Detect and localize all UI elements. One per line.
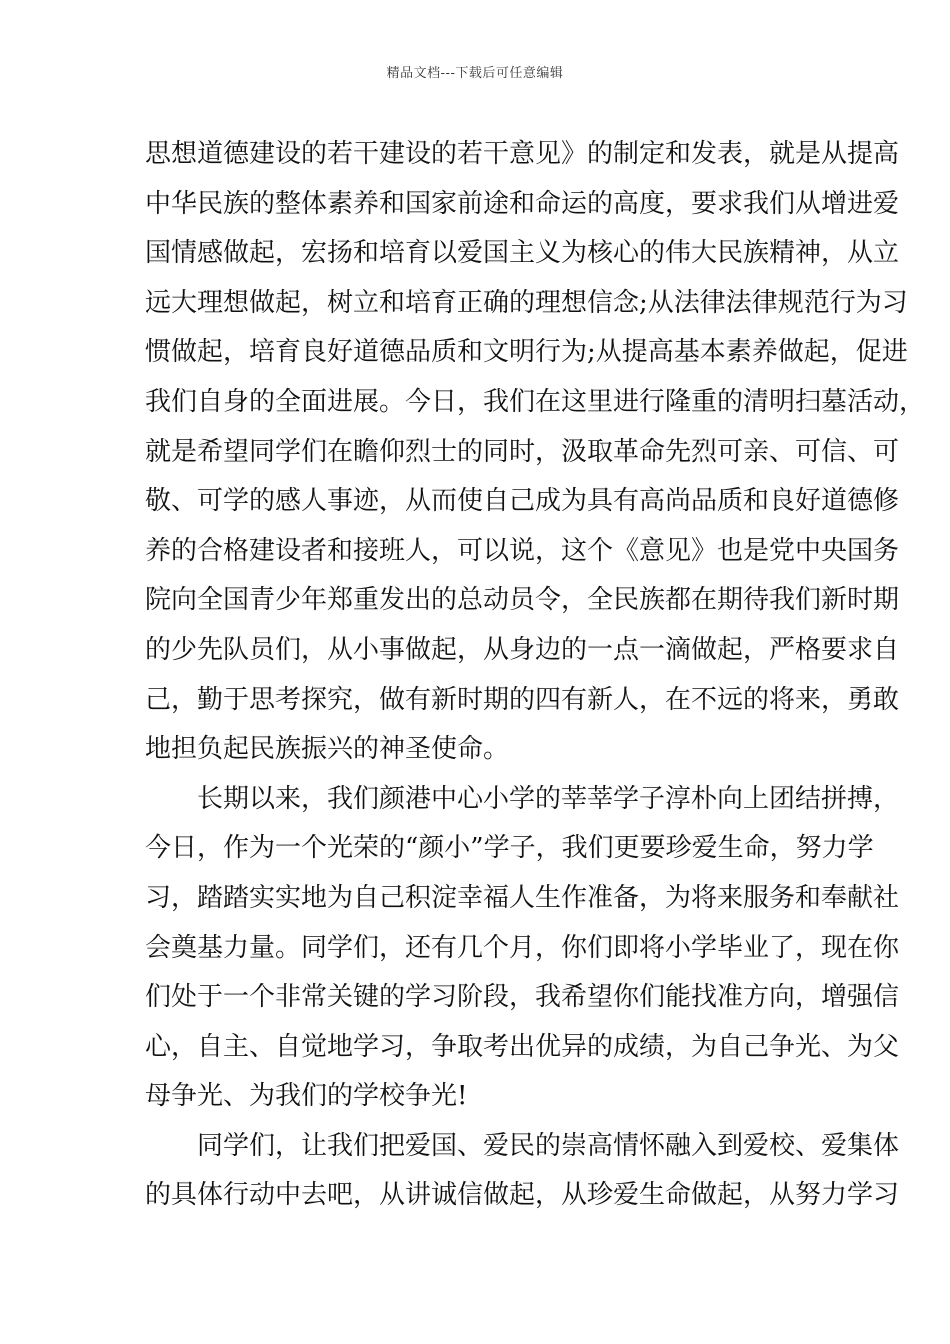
text-line: 心，自主、自觉地学习，争取考出优异的成绩，为自己争光、为父 xyxy=(145,1031,900,1062)
text-line: 长期以来，我们颜港中心小学的莘莘学子淳朴向上团结拼搏， xyxy=(197,783,900,814)
text-line: 地担负起民族振兴的神圣使命。 xyxy=(145,734,510,765)
text-line: 们处于一个非常关键的学习阶段，我希望你们能找准方向，增强信 xyxy=(145,982,900,1013)
text-line: 同学们，让我们把爱国、爱民的崇高情怀融入到爱校、爱集体 xyxy=(197,1130,900,1161)
text-line: 惯做起，培育良好道德品质和文明行为;从提高基本素养做起，促进 xyxy=(145,337,908,368)
text-line: 敬、可学的感人事迹，从而使自己成为具有高尚品质和良好道德修 xyxy=(145,486,900,517)
text-line: 院向全国青少年郑重发出的总动员令，全民族都在期待我们新时期 xyxy=(145,585,900,616)
text-line: 养的合格建设者和接班人，可以说，这个《意见》也是党中央国务 xyxy=(145,535,900,566)
text-line: 国情感做起，宏扬和培育以爱国主义为核心的伟大民族精神，从立 xyxy=(145,238,900,269)
document-body xyxy=(145,130,926,1221)
text-line: 我们自身的全面进展。今日，我们在这里进行隆重的清明扫墓活动， xyxy=(145,386,926,417)
text-line: 母争光、为我们的学校争光! xyxy=(145,1081,468,1112)
text-line: 今日，作为一个光荣的“颜小”学子，我们更要珍爱生命，努力学 xyxy=(145,833,874,864)
text-line: 远大理想做起，树立和培育正确的理想信念;从法律法律规范行为习 xyxy=(145,287,908,318)
text-line: 思想道德建设的若干建设的若干意见》的制定和发表，就是从提高 xyxy=(145,139,900,169)
page-header: 精品文档---下载后可任意编辑 xyxy=(386,66,564,81)
text-line: 习，踏踏实实地为自己积淀幸福人生作准备，为将来服务和奉献社 xyxy=(145,882,900,913)
text-line: 己，勤于思考探究，做有新时期的四有新人，在不远的将来，勇敢 xyxy=(145,684,900,715)
text-line: 会奠基力量。同学们，还有几个月，你们即将小学毕业了，现在你 xyxy=(145,932,900,963)
text-line: 就是希望同学们在瞻仰烈士的同时，汲取革命先烈可亲、可信、可 xyxy=(145,436,900,467)
text-line: 中华民族的整体素养和国家前途和命运的高度，要求我们从增进爱 xyxy=(145,188,900,219)
text-line: 的少先队员们，从小事做起，从身边的一点一滴做起，严格要求自 xyxy=(145,634,900,665)
text-line: 的具体行动中去吧，从讲诚信做起，从珍爱生命做起，从努力学习 xyxy=(145,1180,900,1211)
